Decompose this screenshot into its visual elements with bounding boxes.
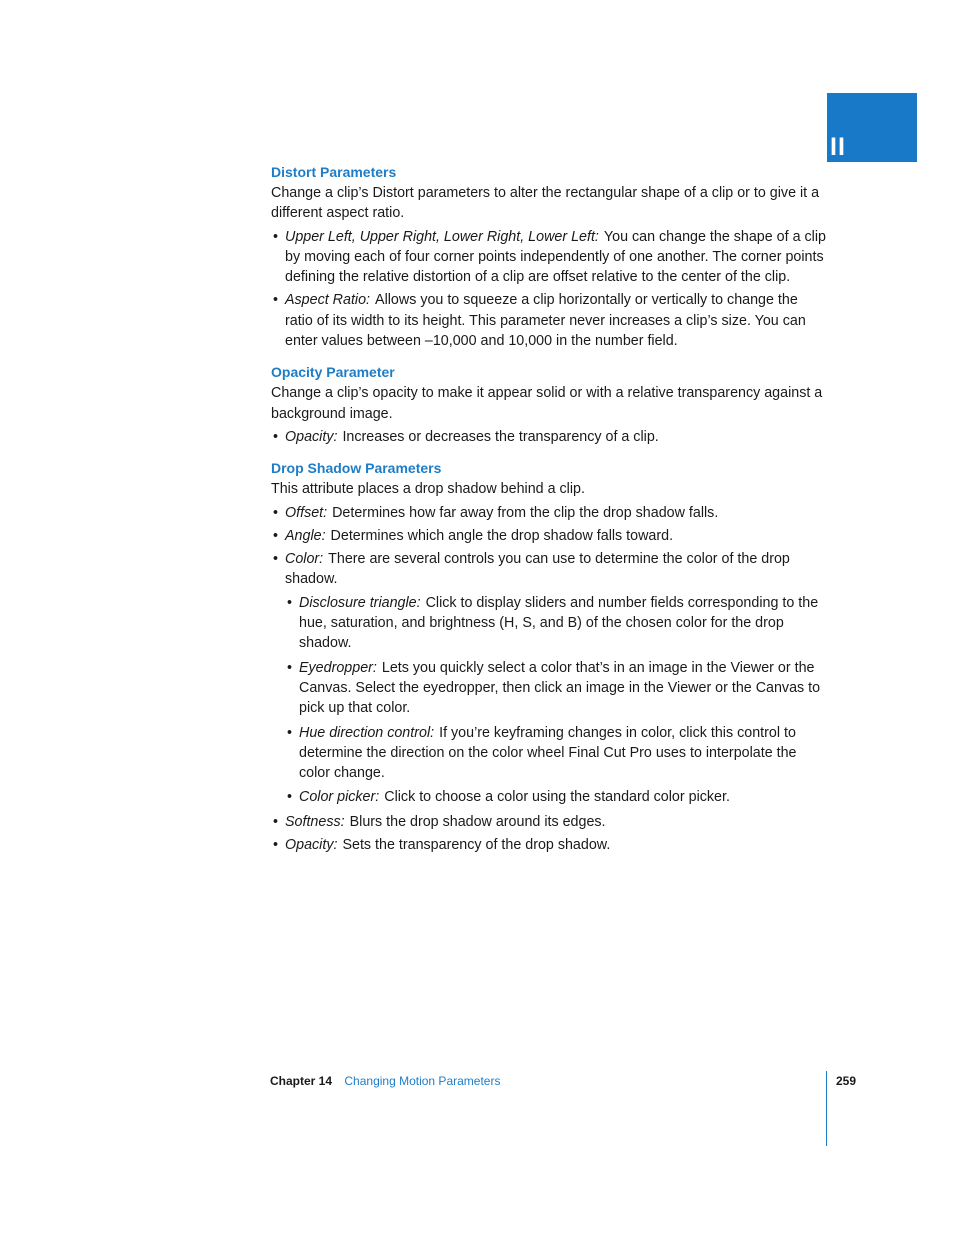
distort-parameters-heading: Distort Parameters — [271, 164, 397, 180]
part-tab — [827, 93, 917, 162]
item-text: Click to display sliders and number fields corresponding to the hue, saturation, and brightness (H, S, and B) of the chosen color for the drop shadow. — [299, 594, 819, 652]
sub-list-item — [285, 593, 827, 654]
item-term: Disclosure triangle: — [299, 594, 421, 611]
page-footer — [270, 1073, 826, 1089]
list-item — [271, 549, 827, 808]
item-term: Aspect Ratio: — [285, 292, 371, 309]
footer-divider — [826, 1071, 827, 1146]
distort-list — [271, 227, 827, 352]
item-text: If you’re keyframing changes in color, click this control to determine the direction on the color wheel Final Cut Pro uses to interpolate the color change. — [299, 724, 797, 782]
item-term: Color picker: — [299, 789, 380, 806]
sub-list-item — [285, 723, 827, 784]
item-term: Opacity: — [285, 837, 338, 854]
item-term: Offset: — [285, 504, 328, 521]
item-text: Allows you to squeeze a clip horizontally or vertically to change the ratio of its width to its height. This parameter never increases a clip’s size. You can enter values between –10,000 and 10,000 in the number field. — [285, 292, 806, 350]
item-text: Increases or decreases the transparency of a clip. — [342, 428, 659, 445]
drop-shadow-parameters-section — [271, 458, 827, 855]
list-item — [271, 503, 827, 523]
sub-list-item — [285, 658, 827, 719]
item-term: Softness: — [285, 813, 345, 830]
list-item — [271, 835, 827, 855]
chapter-label: Chapter 14 — [270, 1074, 333, 1088]
opacity-intro: Change a clip’s opacity to make it appear solid or with a relative transparency against a background image. — [271, 385, 823, 422]
item-text: Determines how far away from the clip the drop shadow falls. — [332, 504, 719, 521]
drop-shadow-intro: This attribute places a drop shadow behind a clip. — [271, 481, 585, 498]
page-number: 259 — [836, 1074, 857, 1088]
item-term: Hue direction control: — [299, 724, 435, 741]
item-text: You can change the shape of a clip by moving each of four corner points independently of one another. The corner points defining the relative distortion of a clip are offset relative to the center of the clip. — [285, 228, 826, 286]
list-item — [271, 290, 827, 351]
sub-list-item — [285, 787, 827, 807]
opacity-parameter-heading: Opacity Parameter — [271, 364, 395, 381]
color-controls-list — [285, 593, 827, 808]
part-tab-label: II — [830, 133, 846, 161]
list-item — [271, 812, 827, 832]
drop-shadow-parameters-heading: Drop Shadow Parameters — [271, 460, 442, 477]
item-term: Upper Left, Upper Right, Lower Right, Lower Left: — [285, 228, 599, 245]
list-item — [271, 427, 827, 447]
chapter-title: Changing Motion Parameters — [344, 1074, 501, 1088]
list-item — [271, 526, 827, 546]
item-text: Lets you quickly select a color that’s in an image in the Viewer or the Canvas. Select the eyedropper, then click an image in the Viewer or the Canvas to pick up that color. — [299, 659, 821, 717]
opacity-list — [271, 427, 827, 447]
opacity-parameter-section — [271, 362, 827, 447]
item-text: Determines which angle the drop shadow falls toward. — [330, 527, 674, 544]
item-text: Blurs the drop shadow around its edges. — [349, 813, 606, 830]
item-text: Click to choose a color using the standard color picker. — [384, 789, 730, 806]
page-content — [271, 162, 827, 866]
item-text: Sets the transparency of the drop shadow. — [342, 837, 611, 854]
item-term: Eyedropper: — [299, 659, 377, 676]
item-term: Opacity: — [285, 428, 338, 445]
drop-shadow-list — [271, 503, 827, 856]
item-term: Angle: — [285, 527, 326, 544]
distort-parameters-section — [271, 162, 827, 351]
item-text: There are several controls you can use to determine the color of the drop shadow. — [285, 551, 790, 588]
list-item — [271, 227, 827, 288]
item-term: Color: — [285, 551, 324, 568]
distort-intro: Change a clip’s Distort parameters to alter the rectangular shape of a clip or to give it a different aspect ratio. — [271, 185, 820, 222]
